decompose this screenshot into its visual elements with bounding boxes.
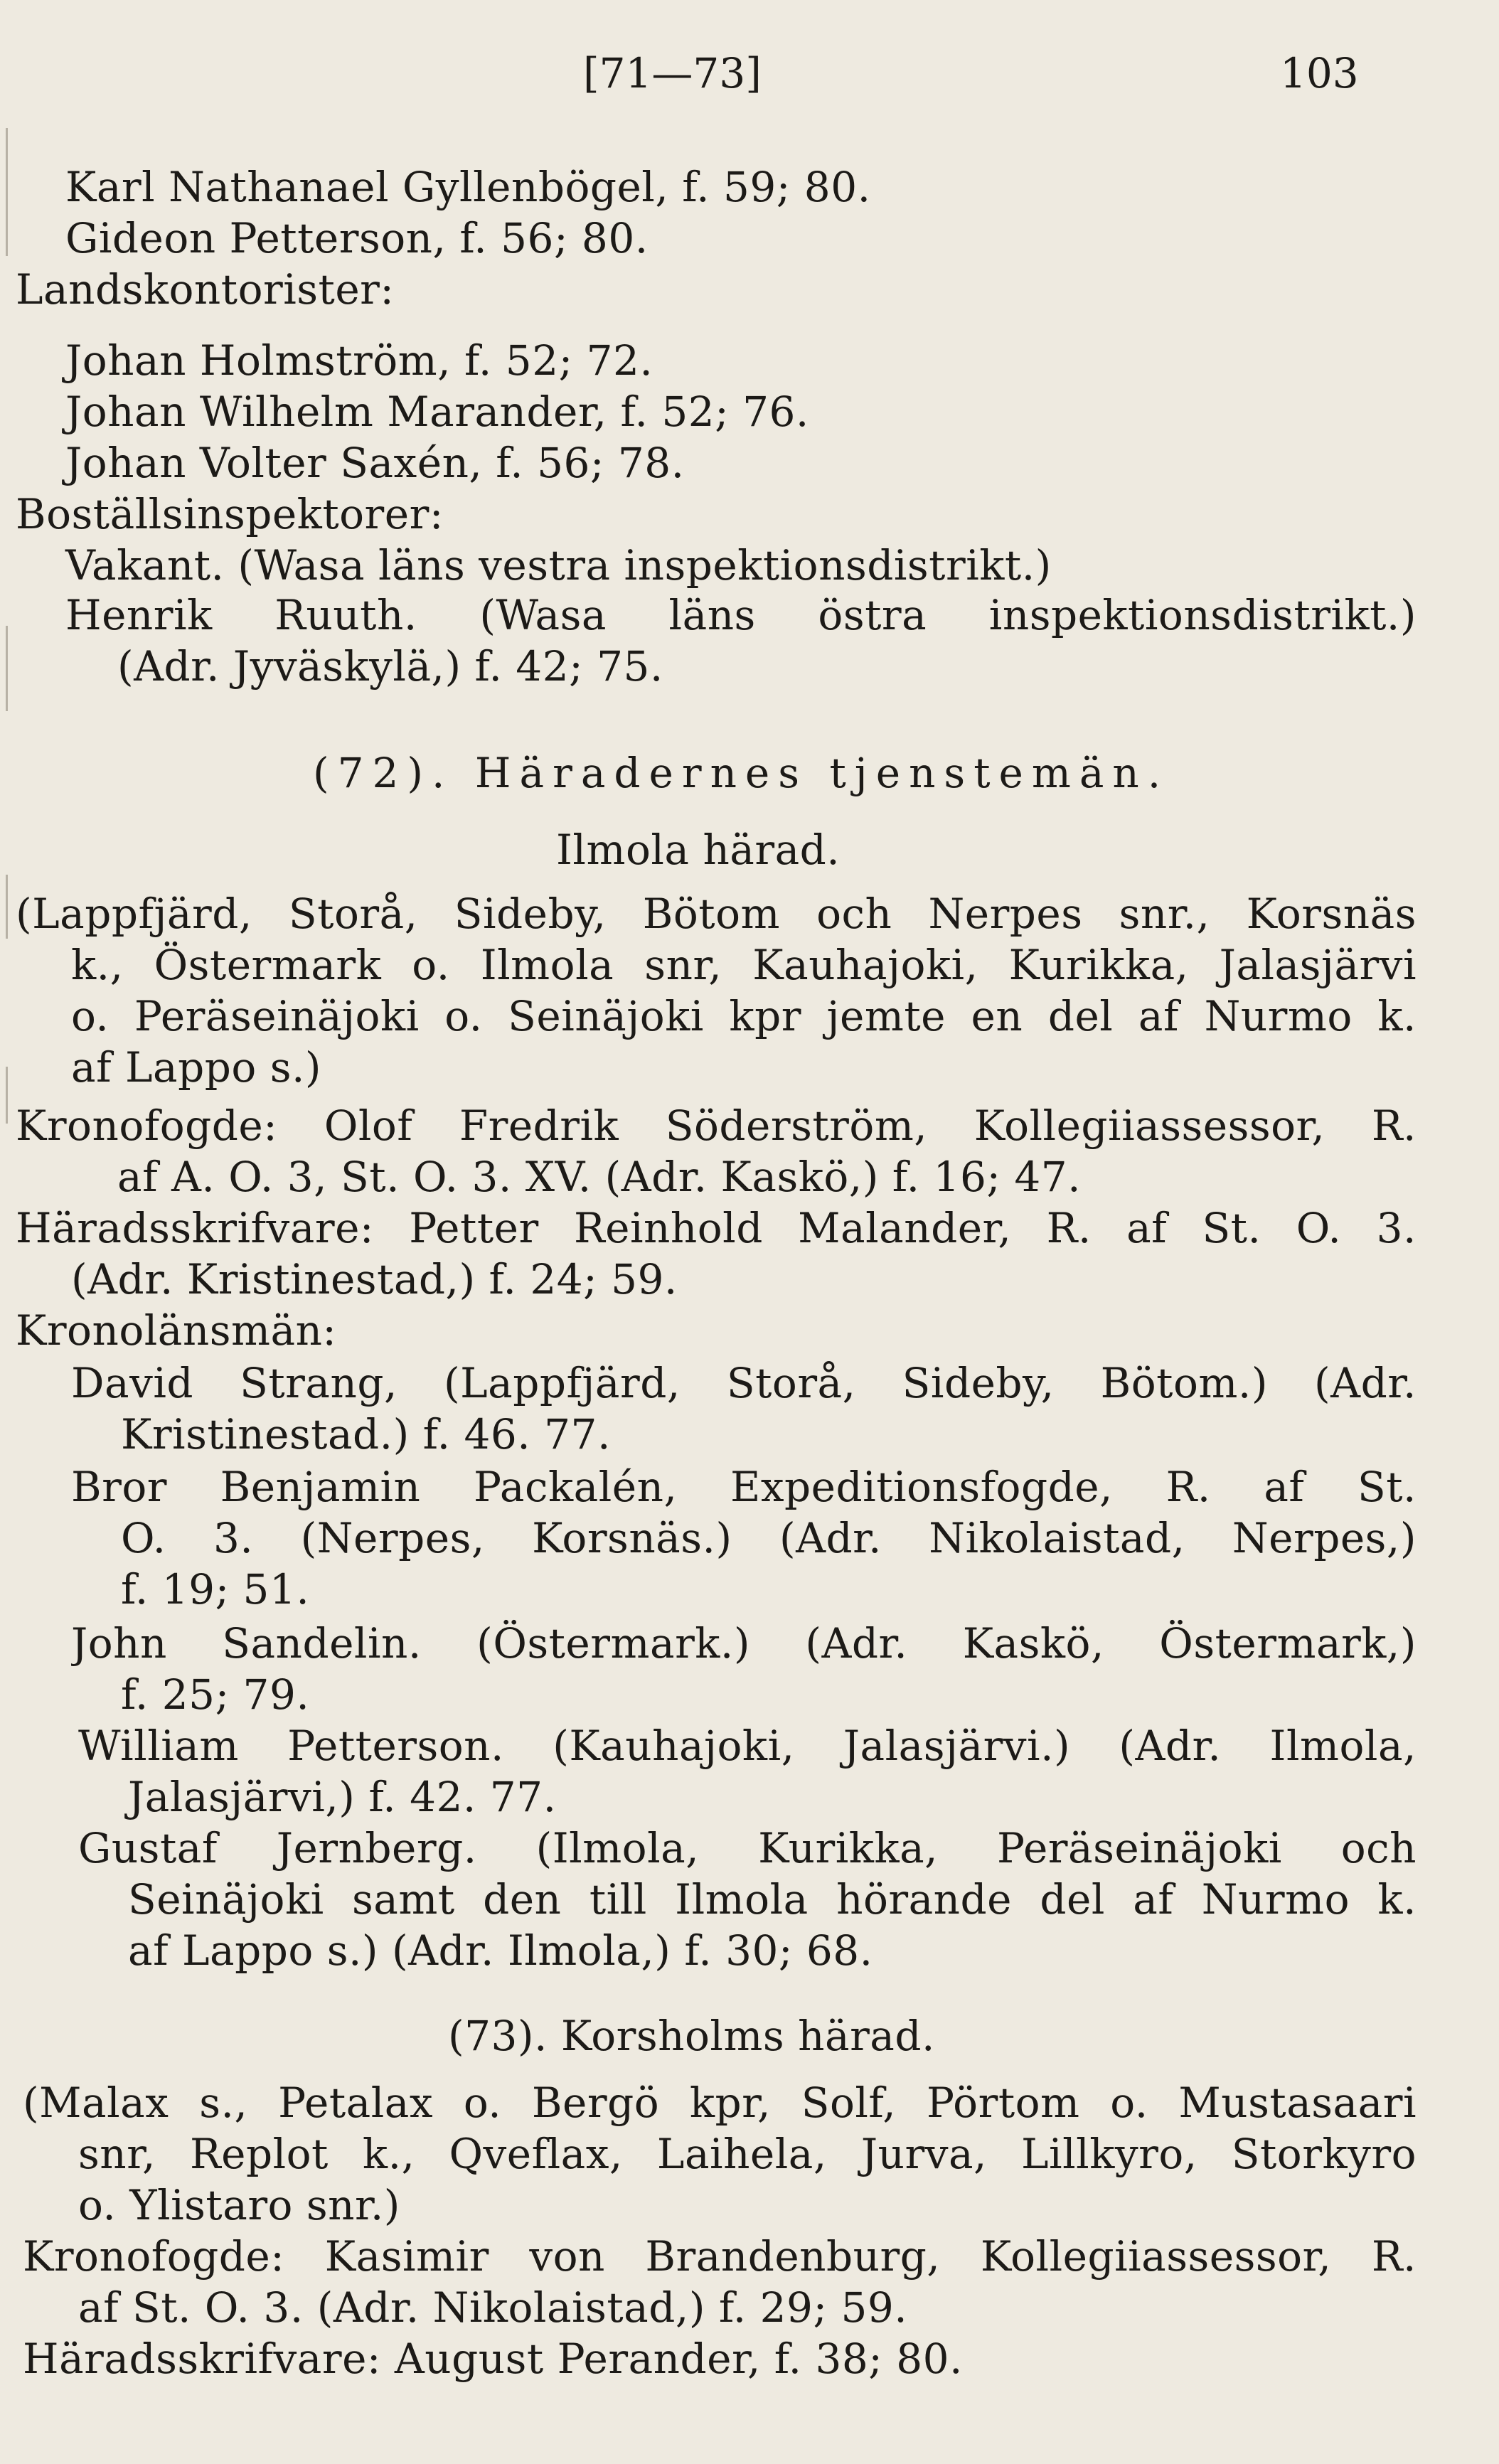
text-line: Karl Nathanael Gyllenbögel, f. 59; 80. [65, 163, 871, 211]
text-line: William Petterson. (Kauhajoki, Jalasjärvi.) (Adr. Ilmola, [78, 1722, 1417, 1770]
text-line: Johan Holmström, f. 52; 72. [65, 336, 654, 385]
text-line: (Lappfjärd, Storå, Sideby, Bötom och Nerpes snr., Korsnäs [16, 890, 1417, 938]
section-heading: Boställsinspektorer: [16, 490, 444, 538]
text-line: (Adr. Jyväskylä,) f. 42; 75. [117, 642, 663, 690]
page-range-header: [71—73] [583, 49, 762, 97]
text-line: af St. O. 3. (Adr. Nikolaistad,) f. 29; 59. [78, 2283, 908, 2332]
text-line: Johan Wilhelm Marander, f. 52; 76. [65, 388, 809, 436]
text-line: Seinäjoki samt den till Ilmola hörande del af Nurmo k. [128, 1875, 1417, 1924]
text-line: O. 3. (Nerpes, Korsnäs.) (Adr. Nikolaistad, Nerpes,) [121, 1514, 1417, 1562]
page-number: 103 [1280, 49, 1359, 97]
text-line: Gideon Petterson, f. 56; 80. [65, 214, 649, 262]
text-line: Kristinestad.) f. 46. 77. [121, 1410, 611, 1458]
text-line: Kronofogde: Kasimir von Brandenburg, Kollegiiassessor, R. [23, 2232, 1417, 2281]
text-line: o. Peräseinäjoki o. Seinäjoki kpr jemte en del af Nurmo k. [71, 992, 1417, 1040]
text-line: (Adr. Kristinestad,) f. 24; 59. [71, 1255, 678, 1303]
text-line: Häradsskrifvare: Petter Reinhold Malander, R. af St. O. 3. [16, 1204, 1417, 1252]
text-line: Jalasjärvi,) f. 42. 77. [128, 1773, 557, 1821]
page-edge-mark [6, 1067, 8, 1124]
text-line: f. 19; 51. [121, 1565, 310, 1614]
district-heading: Ilmola härad. [556, 826, 841, 874]
text-line: snr, Replot k., Qveflax, Laihela, Jurva, Lillkyro, Storkyro [78, 2130, 1417, 2178]
text-line: af A. O. 3, St. O. 3. XV. (Adr. Kaskö,) f. 16; 47. [117, 1153, 1082, 1201]
text-line: Bror Benjamin Packalén, Expeditionsfogde, R. af St. [71, 1463, 1417, 1511]
section-heading: Landskontorister: [16, 265, 395, 314]
text-line: Henrik Ruuth. (Wasa läns östra inspektionsdistrikt.) [65, 591, 1417, 639]
text-line: af Lappo s.) [71, 1043, 322, 1092]
text-line: Kronofogde: Olof Fredrik Söderström, Kollegiiassessor, R. [16, 1102, 1417, 1150]
text-line: David Strang, (Lappfjärd, Storå, Sideby, Bötom.) (Adr. [71, 1359, 1417, 1407]
text-line: f. 25; 79. [121, 1670, 310, 1719]
chapter-heading: (72). Häradernes tjenstemän. [313, 749, 1170, 797]
page-edge-mark [6, 875, 8, 939]
text-line: k., Östermark o. Ilmola snr, Kauhajoki, Kurikka, Jalasjärvi [71, 941, 1417, 989]
text-line: Vakant. (Wasa läns vestra inspektionsdistrikt.) [65, 541, 1052, 590]
text-line: Häradsskrifvare: August Perander, f. 38; 80. [23, 2335, 963, 2383]
text-line: Johan Volter Saxén, f. 56; 78. [65, 439, 685, 487]
text-line: John Sandelin. (Östermark.) (Adr. Kaskö, Östermark,) [71, 1619, 1417, 1668]
text-line: Gustaf Jernberg. (Ilmola, Kurikka, Peräseinäjoki och [78, 1824, 1417, 1872]
text-line: (Malax s., Petalax o. Bergö kpr, Solf, Pörtom o. Mustasaari [23, 2079, 1417, 2127]
text-line: o. Ylistaro snr.) [78, 2181, 400, 2229]
section-heading: Kronolänsmän: [16, 1306, 337, 1355]
chapter-heading: (73). Korsholms härad. [448, 2012, 935, 2060]
page-edge-mark [6, 128, 8, 256]
page-edge-mark [6, 626, 8, 711]
text-line: af Lappo s.) (Adr. Ilmola,) f. 30; 68. [128, 1926, 873, 1975]
